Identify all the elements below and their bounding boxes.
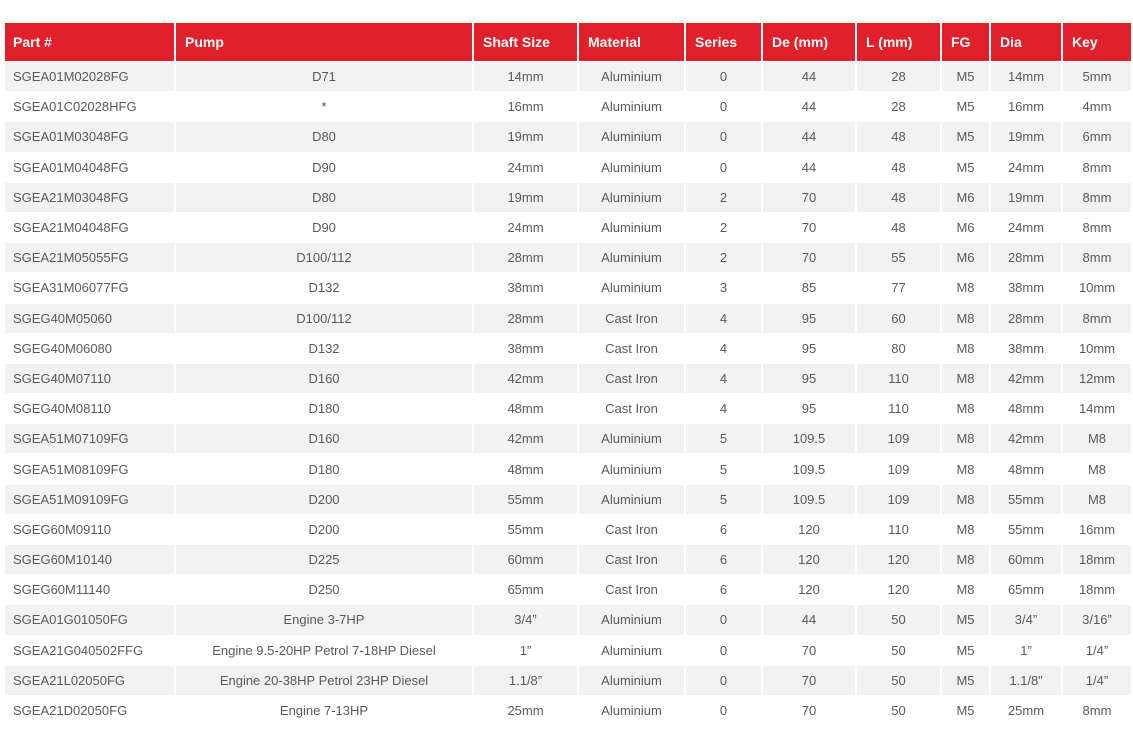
table-row	[5, 152, 1131, 182]
cell-shaft-size: 24mm	[472, 212, 577, 242]
cell-pump: D100/112	[174, 242, 472, 272]
cell-de-mm: 70	[761, 665, 855, 695]
cell-part-number: SGEG60M10140	[5, 544, 174, 574]
table-row	[5, 333, 1131, 363]
table-header-row	[5, 23, 1131, 61]
cell-material: Aluminium	[577, 61, 684, 91]
cell-key: M8	[1061, 423, 1131, 453]
cell-de-mm: 95	[761, 363, 855, 393]
cell-fg: M5	[940, 665, 989, 695]
cell-material: Cast Iron	[577, 544, 684, 574]
cell-shaft-size: 24mm	[472, 152, 577, 182]
cell-series: 6	[684, 544, 761, 574]
cell-pump: D90	[174, 212, 472, 242]
header-key[interactable]: Key	[1061, 23, 1131, 61]
cell-material: Aluminium	[577, 91, 684, 121]
cell-part-number: SGEA01M02028FG	[5, 61, 174, 91]
cell-part-number: SGEA01C02028HFG	[5, 91, 174, 121]
cell-series: 0	[684, 665, 761, 695]
header-pump[interactable]: Pump	[174, 23, 472, 61]
cell-fg: M8	[940, 423, 989, 453]
cell-dia: 3/4”	[989, 604, 1061, 634]
cell-series: 5	[684, 484, 761, 514]
table-row	[5, 635, 1131, 665]
cell-key: 8mm	[1061, 182, 1131, 212]
cell-part-number: SGEA21L02050FG	[5, 665, 174, 695]
header-de-mm[interactable]: De (mm)	[761, 23, 855, 61]
cell-pump: D160	[174, 363, 472, 393]
table-row	[5, 423, 1131, 453]
table-row	[5, 363, 1131, 393]
cell-shaft-size: 25mm	[472, 695, 577, 725]
cell-part-number: SGEA31M06077FG	[5, 272, 174, 302]
cell-l-mm: 28	[855, 61, 940, 91]
cell-l-mm: 50	[855, 695, 940, 725]
cell-fg: M8	[940, 272, 989, 302]
cell-shaft-size: 55mm	[472, 484, 577, 514]
cell-l-mm: 80	[855, 333, 940, 363]
cell-l-mm: 48	[855, 152, 940, 182]
cell-dia: 55mm	[989, 514, 1061, 544]
table-row	[5, 695, 1131, 725]
table-row	[5, 303, 1131, 333]
cell-dia: 38mm	[989, 333, 1061, 363]
header-material[interactable]: Material	[577, 23, 684, 61]
cell-series: 4	[684, 303, 761, 333]
cell-l-mm: 48	[855, 212, 940, 242]
cell-l-mm: 60	[855, 303, 940, 333]
cell-material: Aluminium	[577, 242, 684, 272]
cell-fg: M6	[940, 212, 989, 242]
cell-de-mm: 109.5	[761, 453, 855, 483]
table-row	[5, 242, 1131, 272]
cell-shaft-size: 19mm	[472, 182, 577, 212]
cell-dia: 42mm	[989, 423, 1061, 453]
cell-fg: M8	[940, 303, 989, 333]
cell-series: 2	[684, 182, 761, 212]
cell-pump: D80	[174, 121, 472, 151]
cell-series: 0	[684, 91, 761, 121]
cell-de-mm: 95	[761, 393, 855, 423]
cell-pump: D160	[174, 423, 472, 453]
table-row	[5, 91, 1131, 121]
cell-dia: 1”	[989, 635, 1061, 665]
cell-dia: 19mm	[989, 121, 1061, 151]
cell-part-number: SGEA51M07109FG	[5, 423, 174, 453]
cell-series: 5	[684, 453, 761, 483]
cell-dia: 38mm	[989, 272, 1061, 302]
cell-fg: M5	[940, 61, 989, 91]
header-part-number[interactable]: Part #	[5, 23, 174, 61]
cell-de-mm: 44	[761, 152, 855, 182]
cell-pump: D71	[174, 61, 472, 91]
cell-shaft-size: 42mm	[472, 363, 577, 393]
cell-part-number: SGEA01M04048FG	[5, 152, 174, 182]
table-row	[5, 604, 1131, 634]
table-row	[5, 61, 1131, 91]
cell-l-mm: 48	[855, 182, 940, 212]
cell-shaft-size: 28mm	[472, 303, 577, 333]
cell-part-number: SGEA21M03048FG	[5, 182, 174, 212]
cell-dia: 28mm	[989, 303, 1061, 333]
cell-shaft-size: 28mm	[472, 242, 577, 272]
cell-dia: 28mm	[989, 242, 1061, 272]
cell-material: Cast Iron	[577, 393, 684, 423]
cell-series: 5	[684, 423, 761, 453]
cell-key: 8mm	[1061, 695, 1131, 725]
cell-shaft-size: 19mm	[472, 121, 577, 151]
cell-de-mm: 95	[761, 333, 855, 363]
cell-fg: M8	[940, 544, 989, 574]
cell-pump: Engine 7-13HP	[174, 695, 472, 725]
cell-part-number: SGEG60M11140	[5, 574, 174, 604]
cell-shaft-size: 1”	[472, 635, 577, 665]
cell-de-mm: 44	[761, 91, 855, 121]
cell-material: Aluminium	[577, 453, 684, 483]
cell-series: 2	[684, 242, 761, 272]
cell-shaft-size: 38mm	[472, 272, 577, 302]
cell-key: 12mm	[1061, 363, 1131, 393]
cell-dia: 25mm	[989, 695, 1061, 725]
cell-material: Aluminium	[577, 121, 684, 151]
table-row	[5, 212, 1131, 242]
cell-series: 6	[684, 574, 761, 604]
cell-part-number: SGEA21M04048FG	[5, 212, 174, 242]
cell-fg: M5	[940, 121, 989, 151]
cell-dia: 24mm	[989, 212, 1061, 242]
cell-l-mm: 109	[855, 423, 940, 453]
cell-pump: D225	[174, 544, 472, 574]
cell-part-number: SGEA21G040502FFG	[5, 635, 174, 665]
cell-material: Aluminium	[577, 423, 684, 453]
cell-dia: 1.1/8”	[989, 665, 1061, 695]
cell-dia: 14mm	[989, 61, 1061, 91]
cell-part-number: SGEG60M09110	[5, 514, 174, 544]
cell-material: Aluminium	[577, 182, 684, 212]
cell-l-mm: 50	[855, 635, 940, 665]
cell-dia: 60mm	[989, 544, 1061, 574]
cell-key: 8mm	[1061, 152, 1131, 182]
cell-de-mm: 44	[761, 604, 855, 634]
cell-series: 6	[684, 514, 761, 544]
cell-dia: 24mm	[989, 152, 1061, 182]
header-fg[interactable]: FG	[940, 23, 989, 61]
cell-key: 14mm	[1061, 393, 1131, 423]
cell-l-mm: 120	[855, 544, 940, 574]
table-row	[5, 182, 1131, 212]
cell-l-mm: 50	[855, 604, 940, 634]
cell-de-mm: 120	[761, 514, 855, 544]
cell-key: 6mm	[1061, 121, 1131, 151]
cell-pump: Engine 3-7HP	[174, 604, 472, 634]
cell-series: 4	[684, 333, 761, 363]
cell-part-number: SGEA01M03048FG	[5, 121, 174, 151]
cell-l-mm: 110	[855, 514, 940, 544]
cell-shaft-size: 55mm	[472, 514, 577, 544]
cell-fg: M8	[940, 514, 989, 544]
cell-l-mm: 110	[855, 363, 940, 393]
table-row	[5, 574, 1131, 604]
product-spec-table	[5, 23, 1131, 725]
cell-de-mm: 70	[761, 635, 855, 665]
cell-material: Aluminium	[577, 604, 684, 634]
cell-de-mm: 120	[761, 574, 855, 604]
cell-key: 8mm	[1061, 303, 1131, 333]
cell-key: 1/4”	[1061, 635, 1131, 665]
cell-key: 4mm	[1061, 91, 1131, 121]
table-body	[5, 61, 1131, 725]
cell-key: 10mm	[1061, 272, 1131, 302]
cell-series: 4	[684, 363, 761, 393]
cell-pump: D180	[174, 393, 472, 423]
cell-de-mm: 85	[761, 272, 855, 302]
cell-fg: M5	[940, 604, 989, 634]
cell-de-mm: 44	[761, 121, 855, 151]
cell-material: Aluminium	[577, 212, 684, 242]
cell-fg: M5	[940, 695, 989, 725]
cell-dia: 19mm	[989, 182, 1061, 212]
cell-l-mm: 109	[855, 453, 940, 483]
cell-de-mm: 70	[761, 695, 855, 725]
cell-shaft-size: 1.1/8”	[472, 665, 577, 695]
cell-dia: 42mm	[989, 363, 1061, 393]
cell-material: Cast Iron	[577, 303, 684, 333]
header-dia[interactable]: Dia	[989, 23, 1061, 61]
cell-shaft-size: 48mm	[472, 453, 577, 483]
cell-part-number: SGEG40M07110	[5, 363, 174, 393]
cell-de-mm: 44	[761, 61, 855, 91]
cell-series: 0	[684, 61, 761, 91]
cell-key: 3/16”	[1061, 604, 1131, 634]
cell-shaft-size: 3/4”	[472, 604, 577, 634]
cell-l-mm: 110	[855, 393, 940, 423]
cell-pump: Engine 9.5-20HP Petrol 7-18HP Diesel	[174, 635, 472, 665]
cell-de-mm: 95	[761, 303, 855, 333]
cell-part-number: SGEG40M05060	[5, 303, 174, 333]
cell-pump: D180	[174, 453, 472, 483]
cell-key: 8mm	[1061, 212, 1131, 242]
cell-material: Aluminium	[577, 484, 684, 514]
table-row	[5, 453, 1131, 483]
cell-key: 16mm	[1061, 514, 1131, 544]
cell-fg: M6	[940, 242, 989, 272]
cell-de-mm: 109.5	[761, 484, 855, 514]
table-row	[5, 121, 1131, 151]
cell-pump: D200	[174, 514, 472, 544]
cell-material: Cast Iron	[577, 333, 684, 363]
cell-series: 0	[684, 604, 761, 634]
cell-fg: M8	[940, 393, 989, 423]
cell-key: 18mm	[1061, 544, 1131, 574]
cell-pump: D80	[174, 182, 472, 212]
cell-material: Aluminium	[577, 272, 684, 302]
cell-shaft-size: 60mm	[472, 544, 577, 574]
header-series[interactable]: Series	[684, 23, 761, 61]
cell-part-number: SGEA21M05055FG	[5, 242, 174, 272]
cell-fg: M8	[940, 453, 989, 483]
cell-key: 5mm	[1061, 61, 1131, 91]
table-row	[5, 393, 1131, 423]
cell-part-number: SGEG40M08110	[5, 393, 174, 423]
cell-pump: D250	[174, 574, 472, 604]
cell-part-number: SGEG40M06080	[5, 333, 174, 363]
cell-part-number: SGEA01G01050FG	[5, 604, 174, 634]
cell-part-number: SGEA51M08109FG	[5, 453, 174, 483]
cell-dia: 16mm	[989, 91, 1061, 121]
cell-series: 3	[684, 272, 761, 302]
cell-series: 0	[684, 152, 761, 182]
cell-fg: M8	[940, 333, 989, 363]
cell-series: 0	[684, 635, 761, 665]
cell-material: Cast Iron	[577, 363, 684, 393]
cell-key: 10mm	[1061, 333, 1131, 363]
cell-de-mm: 70	[761, 182, 855, 212]
table-row	[5, 544, 1131, 574]
cell-material: Cast Iron	[577, 574, 684, 604]
cell-l-mm: 28	[855, 91, 940, 121]
cell-series: 4	[684, 393, 761, 423]
cell-material: Aluminium	[577, 152, 684, 182]
cell-part-number: SGEA21D02050FG	[5, 695, 174, 725]
cell-fg: M8	[940, 363, 989, 393]
cell-key: M8	[1061, 453, 1131, 483]
cell-dia: 48mm	[989, 393, 1061, 423]
cell-fg: M6	[940, 182, 989, 212]
cell-pump: D100/112	[174, 303, 472, 333]
cell-series: 2	[684, 212, 761, 242]
cell-de-mm: 120	[761, 544, 855, 574]
cell-fg: M8	[940, 574, 989, 604]
cell-series: 0	[684, 121, 761, 151]
cell-pump: Engine 20-38HP Petrol 23HP Diesel	[174, 665, 472, 695]
cell-shaft-size: 65mm	[472, 574, 577, 604]
cell-key: 18mm	[1061, 574, 1131, 604]
cell-dia: 48mm	[989, 453, 1061, 483]
table-row	[5, 484, 1131, 514]
cell-shaft-size: 42mm	[472, 423, 577, 453]
cell-shaft-size: 16mm	[472, 91, 577, 121]
cell-series: 0	[684, 695, 761, 725]
cell-shaft-size: 14mm	[472, 61, 577, 91]
cell-l-mm: 120	[855, 574, 940, 604]
cell-l-mm: 77	[855, 272, 940, 302]
cell-de-mm: 70	[761, 242, 855, 272]
cell-pump: D132	[174, 272, 472, 302]
cell-dia: 65mm	[989, 574, 1061, 604]
cell-fg: M5	[940, 152, 989, 182]
cell-material: Aluminium	[577, 665, 684, 695]
cell-pump: D200	[174, 484, 472, 514]
cell-shaft-size: 38mm	[472, 333, 577, 363]
cell-l-mm: 48	[855, 121, 940, 151]
cell-pump: D132	[174, 333, 472, 363]
cell-shaft-size: 48mm	[472, 393, 577, 423]
cell-key: 1/4”	[1061, 665, 1131, 695]
cell-part-number: SGEA51M09109FG	[5, 484, 174, 514]
cell-material: Aluminium	[577, 695, 684, 725]
cell-pump: *	[174, 91, 472, 121]
cell-fg: M8	[940, 484, 989, 514]
cell-l-mm: 109	[855, 484, 940, 514]
cell-de-mm: 109.5	[761, 423, 855, 453]
cell-de-mm: 70	[761, 212, 855, 242]
table-row	[5, 665, 1131, 695]
cell-l-mm: 55	[855, 242, 940, 272]
cell-l-mm: 50	[855, 665, 940, 695]
header-l-mm[interactable]: L (mm)	[855, 23, 940, 61]
cell-material: Aluminium	[577, 635, 684, 665]
header-shaft-size[interactable]: Shaft Size	[472, 23, 577, 61]
cell-material: Cast Iron	[577, 514, 684, 544]
product-table-container	[5, 23, 1131, 725]
cell-key: M8	[1061, 484, 1131, 514]
cell-dia: 55mm	[989, 484, 1061, 514]
cell-fg: M5	[940, 91, 989, 121]
cell-pump: D90	[174, 152, 472, 182]
table-row	[5, 514, 1131, 544]
table-row	[5, 272, 1131, 302]
cell-fg: M5	[940, 635, 989, 665]
cell-key: 8mm	[1061, 242, 1131, 272]
